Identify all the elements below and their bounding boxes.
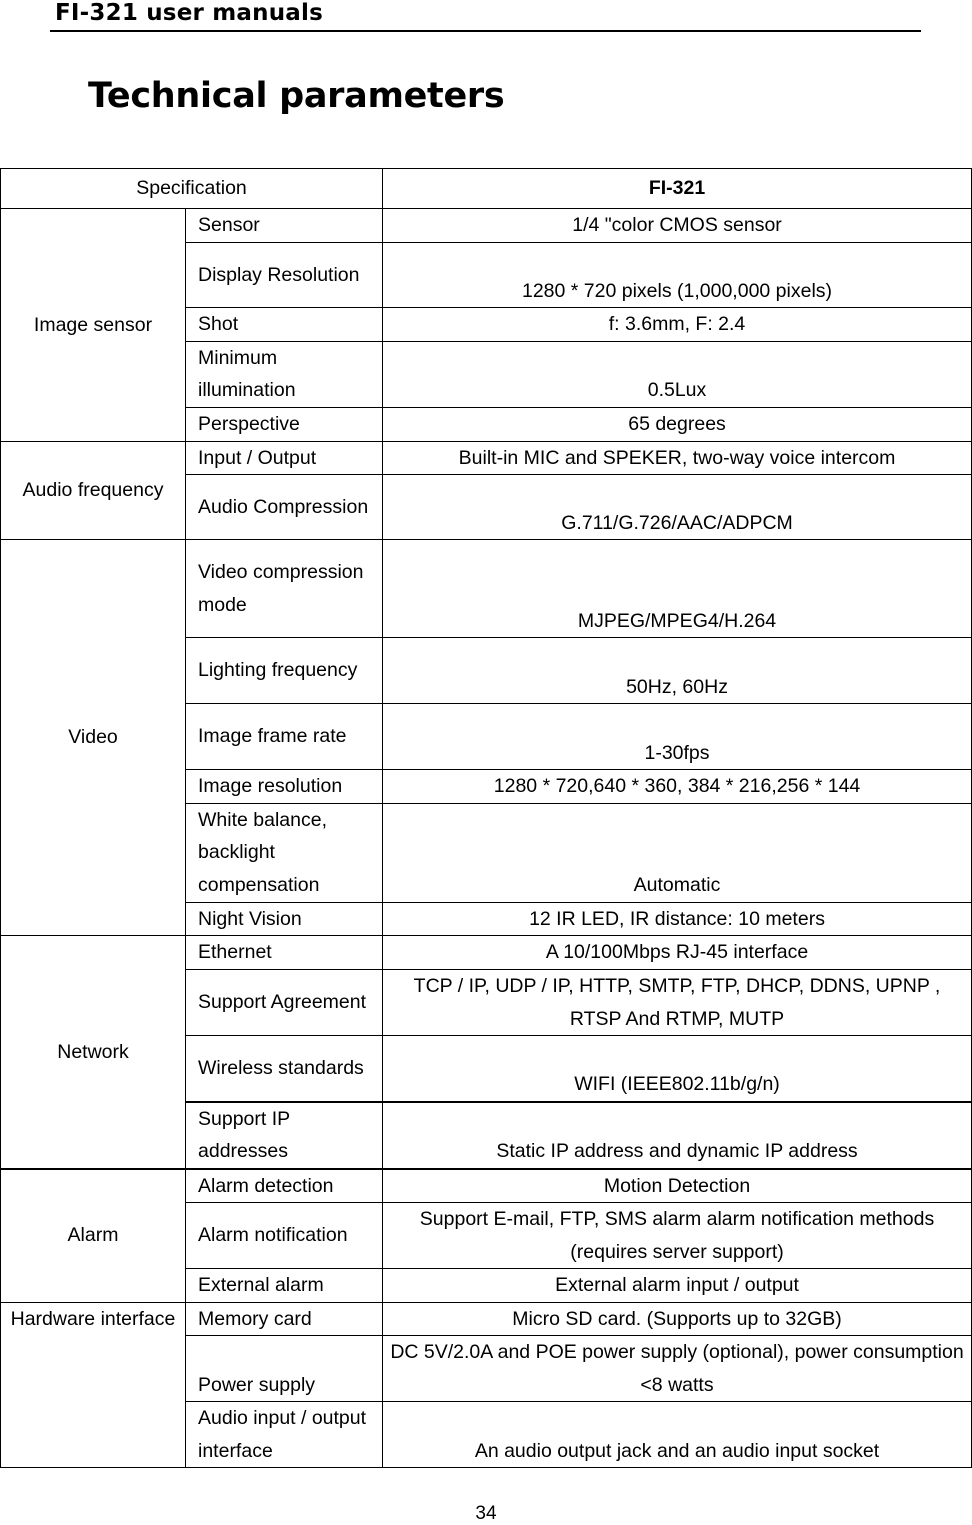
param-value: A 10/100Mbps RJ-45 interface — [383, 936, 972, 970]
param-label: Sensor — [186, 209, 383, 243]
param-label: Input / Output — [186, 441, 383, 475]
category-alarm: Alarm — [1, 1169, 186, 1303]
param-label: Wireless standards — [186, 1036, 383, 1102]
param-label: Perspective — [186, 407, 383, 441]
param-value: 1-30fps — [383, 704, 972, 770]
category-network: Network — [1, 936, 186, 1169]
param-value: G.711/G.726/AAC/ADPCM — [383, 475, 972, 540]
param-value: MJPEG/MPEG4/H.264 — [383, 540, 972, 638]
param-value: Support E-mail, FTP, SMS alarm alarm notification methods (requires server support) — [383, 1203, 972, 1269]
category-image-sensor: Image sensor — [1, 209, 186, 442]
param-label: Image frame rate — [186, 704, 383, 770]
header-specification: Specification — [1, 169, 383, 209]
param-label: Audio Compression — [186, 475, 383, 540]
category-hardware-interface: Hardware interface — [1, 1302, 186, 1468]
param-label: Support Agreement — [186, 970, 383, 1036]
param-label: Memory card — [186, 1302, 383, 1336]
header-title: FI-321 user manuals — [55, 0, 323, 26]
param-label: Ethernet — [186, 936, 383, 970]
param-value: 0.5Lux — [383, 341, 972, 407]
table-row — [1, 936, 972, 970]
param-value: f: 3.6mm, F: 2.4 — [383, 308, 972, 342]
param-value: 50Hz, 60Hz — [383, 638, 972, 704]
param-value: Motion Detection — [383, 1169, 972, 1203]
table-row — [1, 540, 972, 638]
table-row — [1, 1169, 972, 1203]
param-label: Audio input / output interface — [186, 1402, 383, 1468]
param-label: Image resolution — [186, 770, 383, 804]
category-audio-frequency: Audio frequency — [1, 441, 186, 540]
header-rule — [50, 30, 921, 32]
page-number: 34 — [475, 1503, 497, 1524]
param-label: Lighting frequency — [186, 638, 383, 704]
param-value: DC 5V/2.0A and POE power supply (optional), power consumption <8 watts — [383, 1336, 972, 1402]
header-model: FI-321 — [383, 169, 972, 209]
param-value: Automatic — [383, 803, 972, 902]
param-label: Alarm notification — [186, 1203, 383, 1269]
param-label: Shot — [186, 308, 383, 342]
spec-table — [0, 168, 972, 1468]
table-row — [1, 209, 972, 243]
table-row — [1, 1302, 972, 1336]
table-header-row — [1, 169, 972, 209]
param-label: Night Vision — [186, 902, 383, 936]
page-title: Technical parameters — [88, 76, 505, 116]
param-label: Display Resolution — [186, 243, 383, 308]
param-label: Power supply — [186, 1336, 383, 1402]
param-value: 12 IR LED, IR distance: 10 meters — [383, 902, 972, 936]
param-label: Video compression mode — [186, 540, 383, 638]
table-row — [1, 441, 972, 475]
param-label: White balance, backlight compensation — [186, 803, 383, 902]
param-value: Static IP address and dynamic IP address — [383, 1102, 972, 1169]
param-value: 1280 * 720,640 * 360, 384 * 216,256 * 144 — [383, 770, 972, 804]
param-label: Minimum illumination — [186, 341, 383, 407]
param-value: An audio output jack and an audio input socket — [383, 1402, 972, 1468]
param-value: 65 degrees — [383, 407, 972, 441]
param-label: Alarm detection — [186, 1169, 383, 1203]
param-value: 1280 * 720 pixels (1,000,000 pixels) — [383, 243, 972, 308]
param-value: External alarm input / output — [383, 1269, 972, 1303]
param-value: Micro SD card. (Supports up to 32GB) — [383, 1302, 972, 1336]
param-label: Support IP addresses — [186, 1102, 383, 1169]
param-value: 1/4 "color CMOS sensor — [383, 209, 972, 243]
param-value: Built-in MIC and SPEKER, two-way voice intercom — [383, 441, 972, 475]
param-value: TCP / IP, UDP / IP, HTTP, SMTP, FTP, DHCP, DDNS, UPNP , RTSP And RTMP, MUTP — [383, 970, 972, 1036]
param-value: WIFI (IEEE802.11b/g/n) — [383, 1036, 972, 1102]
param-label: External alarm — [186, 1269, 383, 1303]
category-video: Video — [1, 540, 186, 936]
